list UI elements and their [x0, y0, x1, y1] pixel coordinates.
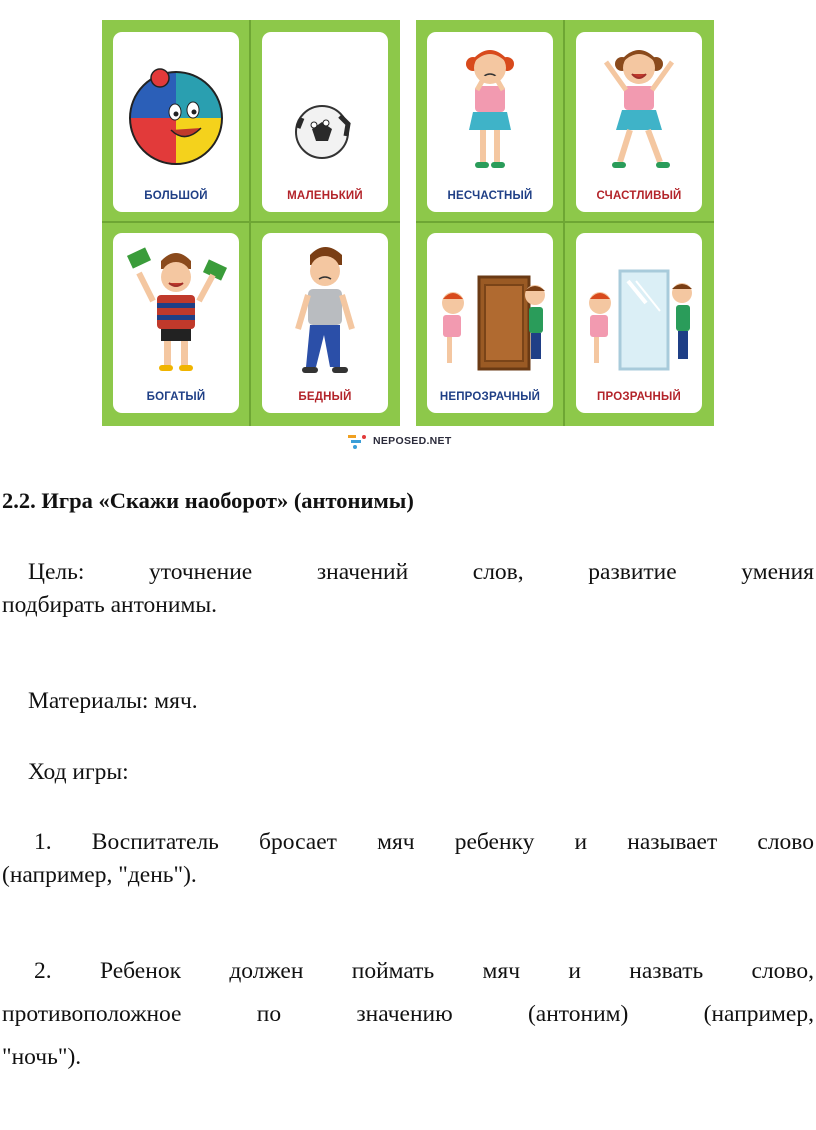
- big-ball-illustration: [113, 32, 239, 182]
- card-unhappy: [427, 32, 553, 212]
- site-logo: [348, 430, 452, 452]
- card-label-big: БОЛЬШОЙ: [144, 190, 208, 202]
- sheet-divider: [563, 20, 565, 426]
- happy-girl-illustration: [576, 32, 702, 182]
- step-2-line: "ночь").: [2, 1044, 82, 1070]
- small-ball-illustration: [262, 32, 388, 182]
- procedure-title: [2, 756, 814, 789]
- sheet-divider: [249, 20, 251, 426]
- goal-line: подбирать антонимы.: [2, 592, 217, 618]
- step-2-line: 2. Ребенок должен поймать мяч и назвать слово,: [34, 958, 814, 984]
- card-label-unhappy: НЕСЧАСТНЫЙ: [447, 190, 533, 202]
- card-opaque: [427, 233, 553, 413]
- goal-line: Цель: уточнение значений слов, развитие умения: [28, 559, 814, 585]
- step-2-line: противоположное по значению (антоним) (например,: [2, 1001, 814, 1027]
- card-transparent: [576, 233, 702, 413]
- procedure-title-text: Ход игры:: [28, 759, 129, 785]
- card-big: [113, 32, 239, 212]
- poor-man-illustration: [262, 233, 388, 383]
- goal-paragraph: [2, 556, 814, 622]
- unhappy-girl-illustration: [427, 32, 553, 182]
- card-label-transparent: ПРОЗРАЧНЫЙ: [597, 391, 681, 403]
- card-label-small: МАЛЕНЬКИЙ: [287, 190, 363, 202]
- rich-boy-illustration: [113, 233, 239, 383]
- opaque-door-illustration: [427, 233, 553, 383]
- sheet-divider: [416, 221, 714, 223]
- card-small: [262, 32, 388, 212]
- step-2: [2, 955, 814, 1074]
- card-happy: [576, 32, 702, 212]
- card-rich: [113, 233, 239, 413]
- logo-text: NEPOSED.NET: [373, 435, 452, 447]
- flashcard-sheet-right: [416, 20, 714, 426]
- step-1: [2, 826, 814, 892]
- materials-paragraph: [2, 685, 814, 718]
- materials-text: Материалы: мяч.: [28, 688, 198, 714]
- step-1-line: (например, "день").: [2, 862, 197, 888]
- section-heading: 2.2. Игра «Скажи наоборот» (антонимы): [2, 488, 414, 513]
- card-label-rich: БОГАТЫЙ: [146, 391, 206, 403]
- card-poor: [262, 233, 388, 413]
- sheet-divider: [102, 221, 400, 223]
- step-1-line: 1. Воспитатель бросает мяч ребенку и называет слово: [34, 829, 814, 855]
- logo-icon: [348, 432, 370, 450]
- transparent-glass-illustration: [576, 233, 702, 383]
- card-label-poor: БЕДНЫЙ: [298, 391, 352, 403]
- card-label-happy: СЧАСТЛИВЫЙ: [596, 190, 682, 202]
- card-label-opaque: НЕПРОЗРАЧНЫЙ: [439, 391, 541, 403]
- flashcard-sheet-left: [102, 20, 400, 426]
